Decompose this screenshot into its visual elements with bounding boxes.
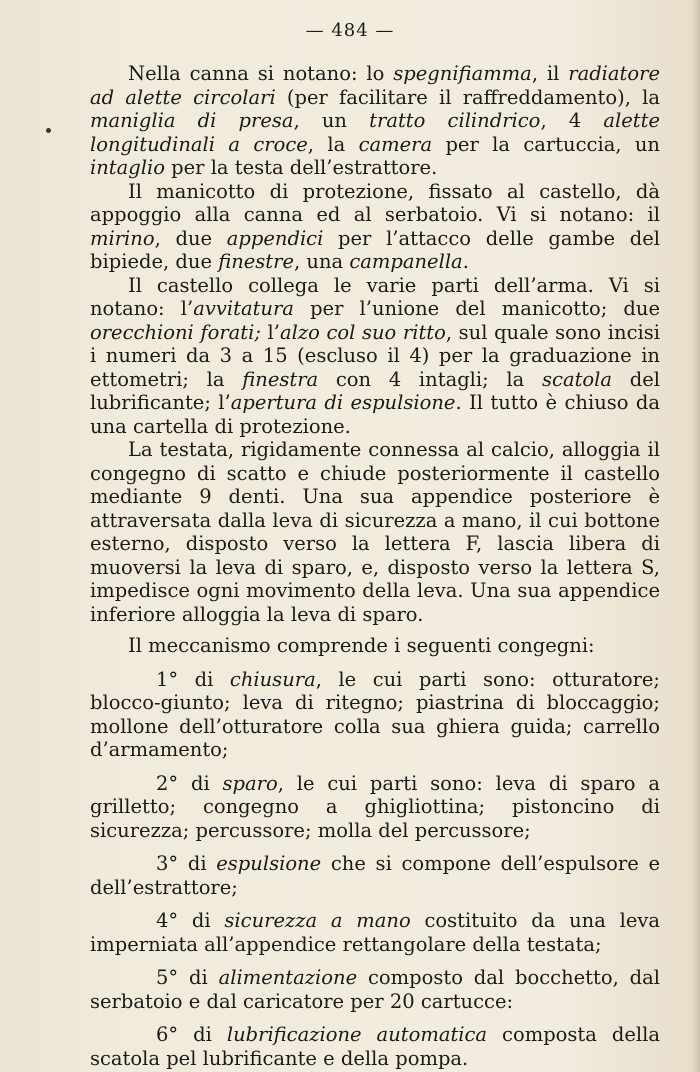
italic-term: finestra [242,367,319,391]
text-run: che si compone dell’espulsore e dell’estrattore; [90,852,660,899]
text-run: 3° di [156,852,217,875]
page-number-header: — 484 — [305,20,395,41]
italic-term: scatola [542,367,613,391]
paragraph-castello [90,274,660,439]
text-run: , 4 [540,109,604,132]
text-run: . [462,250,469,273]
text-run: , un [293,109,370,132]
paragraph-testata [90,438,660,626]
italic-term: orecchioni forati; [90,320,261,344]
italic-term: spegnifiamma [393,62,532,85]
text-run: , una [294,250,350,273]
list-item-lubrificazione [90,1023,660,1070]
text-run: , due [154,226,227,250]
text-run: , il [531,62,569,85]
text-run: Nella canna si notano: lo [128,62,394,85]
italic-term: camera [358,132,433,156]
italic-term: intaglio [90,156,165,179]
italic-term: apertura di espulsione [230,391,456,414]
text-run: , sul quale sono incisi i numeri da 3 a 15 (escluso il 4) per la graduazione in ettometri; la [90,320,660,391]
paragraph-meccanismo [90,634,660,658]
italic-term: campanella [349,250,463,273]
text-run: 5° di [156,966,219,989]
italic-term: tratto cilindrico [369,109,541,132]
text-run: , la [307,132,359,156]
text-run: per l’attacco delle gambe del bipiede, due [90,226,660,273]
italic-term: alzo col suo ritto [279,320,446,344]
text-run: con 4 intagli; la [318,367,543,391]
list-item-espulsione [90,852,660,899]
italic-term: sicurezza a mano [224,909,411,932]
text-run: La testata, rigidamente connessa al calcio, alloggia il congegno di scatto e chiude posteriormente il castello mediante 9 denti. Una sua appendice posteriore è attraversata dalla leva di sicurezza a mano, il cui bottone esterno, disposto verso la lettera F, lascia libera di muoversi la leva di sparo, e, disposto verso la lettera S, impedisce ogni movimento della leva. Una sua appendice inferiore alloggia la leva di sparo. [90,438,660,626]
italic-term: alette longitudinali a croce [90,109,660,156]
text-run: per l’unione del manicotto; due [293,297,660,320]
text-run: , le cui parti sono: otturatore; blocco-giunto; leva di ritegno; piastrina di bloccaggio; mollone dell’otturatore colla sua ghiera guida; carrello d’armamento; [90,667,660,761]
text-run: (per facilitare il raffreddamento), la [275,85,660,109]
text-run: composta della scatola pel lubrificante e della pompa. [90,1023,660,1070]
list-item-alimentazione [90,966,660,1013]
italic-term: appendici [226,226,324,250]
text-run: Il meccanismo comprende i seguenti congegni: [128,634,595,657]
text-run: per la cartuccia, un [432,132,660,156]
text-run: . Il tutto è chiuso da una cartella di protezione. [90,391,660,438]
text-run: per la testa dell’estrattore. [164,156,438,179]
text-run: del lubrificante; l’ [90,367,660,414]
body-text [90,62,660,1070]
text-run: costituito da una leva imperniata all’appendice rettangolare della testata; [90,909,660,956]
text-run: Il manicotto di protezione, fissato al castello, dà appoggio alla canna ed al serbatoio. Vi si notano: il [90,179,660,226]
italic-term: mirino [90,226,155,250]
italic-term: maniglia di presa [90,109,294,132]
ink-speck [46,128,51,133]
paragraph-canna [90,62,660,180]
italic-term: lubrificazione automatica [226,1023,488,1046]
text-run: l’ [260,320,280,344]
italic-term: sparo [222,771,278,795]
italic-term: alimentazione [218,966,358,989]
italic-term: radiatore ad alette circolari [90,62,660,109]
list-item-chiusura [90,668,660,762]
text-run: , le cui parti sono: leva di sparo a grilletto; congegno a ghigliottina; pistoncino di sicurezza; percussore; molla del percussore; [90,771,660,842]
list-item-sicurezza [90,909,660,956]
text-run: 6° di [156,1023,227,1046]
list-item-sparo [90,772,660,843]
italic-term: finestre [218,250,294,273]
text-run: Il castello collega le varie parti dell’arma. Vi si notano: l’ [90,273,660,320]
text-run: composto dal bocchetto, dal serbatoio e dal caricatore per 20 cartucce: [90,966,660,1013]
text-run: 2° di [156,771,223,795]
italic-term: chiusura [229,667,316,691]
text-run: 1° di [156,667,230,691]
italic-term: espulsione [216,852,322,875]
italic-term: avvitatura [193,297,294,320]
text-run: 4° di [156,909,225,932]
page-edge-shadow [692,0,700,1072]
paragraph-manicotto [90,180,660,274]
